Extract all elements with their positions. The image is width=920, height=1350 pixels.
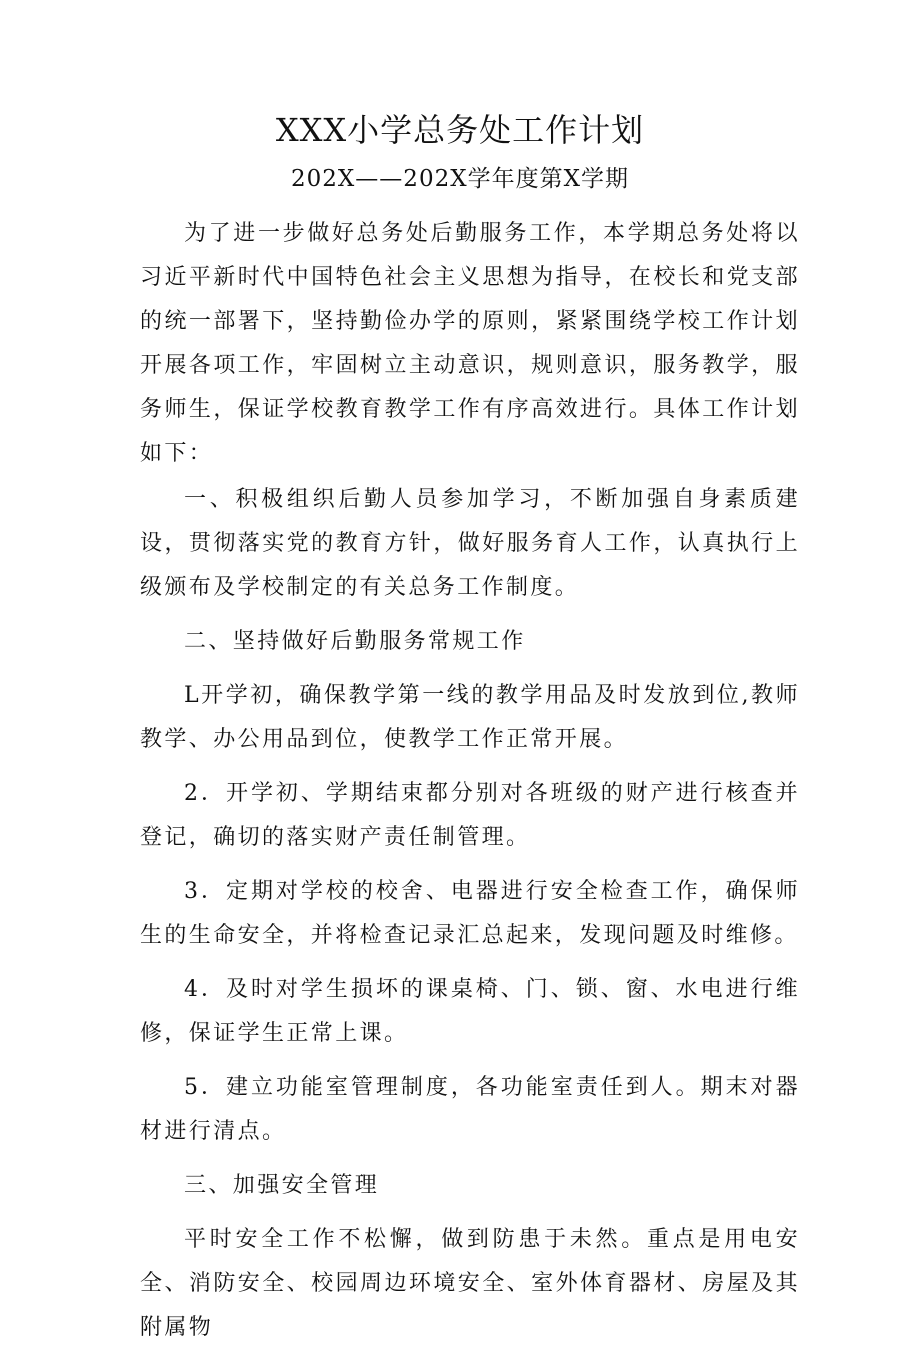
paragraph-item-2: 2．开学初、学期结束都分别对各班级的财产进行核查并登记，确切的落实财产责任制管理。 bbox=[140, 781, 800, 850]
paragraph-intro: 为了进一步做好总务处后勤服务工作，本学期总务处将以习近平新时代中国特色社会主义思想为指导，在校长和党支部的统一部署下，坚持勤俭办学的原则，紧紧围绕学校工作计划开展各项工作，牢固树立主动意识，规则意识，服务教学，服务师生，保证学校教育教学工作有序高效进行。具体工作计划如下： bbox=[140, 221, 800, 466]
paragraph-section-1: 一、积极组织后勤人员参加学习，不断加强自身素质建设，贯彻落实党的教育方针，做好服务育人工作，认真执行上级颁布及学校制定的有关总务工作制度。 bbox=[140, 487, 800, 600]
document-subtitle: 202X——202X学年度第X学期 bbox=[291, 166, 629, 192]
paragraph-item-4: 4．及时对学生损坏的课桌椅、门、锁、窗、水电进行维修，保证学生正常上课。 bbox=[140, 977, 800, 1046]
document-title: XXX小学总务处工作计划 bbox=[275, 111, 645, 149]
document-body bbox=[140, 212, 800, 1350]
paragraph-safety: 平时安全工作不松懈，做到防患于未然。重点是用电安全、消防安全、校园周边环境安全、室外体育器材、房屋及其附属物 bbox=[140, 1227, 800, 1340]
heading-section-2: 二、坚持做好后勤服务常规工作 bbox=[184, 629, 526, 654]
paragraph-item-5: 5．建立功能室管理制度，各功能室责任到人。期末对器材进行清点。 bbox=[140, 1075, 800, 1144]
heading-section-3: 三、加强安全管理 bbox=[184, 1173, 380, 1198]
paragraph-item-1: L开学初，确保教学第一线的教学用品及时发放到位,教师教学、办公用品到位，使教学工作正常开展。 bbox=[140, 683, 800, 752]
paragraph-item-3: 3．定期对学校的校舍、电器进行安全检查工作，确保师生的生命安全，并将检查记录汇总起来，发现问题及时维修。 bbox=[140, 879, 800, 948]
